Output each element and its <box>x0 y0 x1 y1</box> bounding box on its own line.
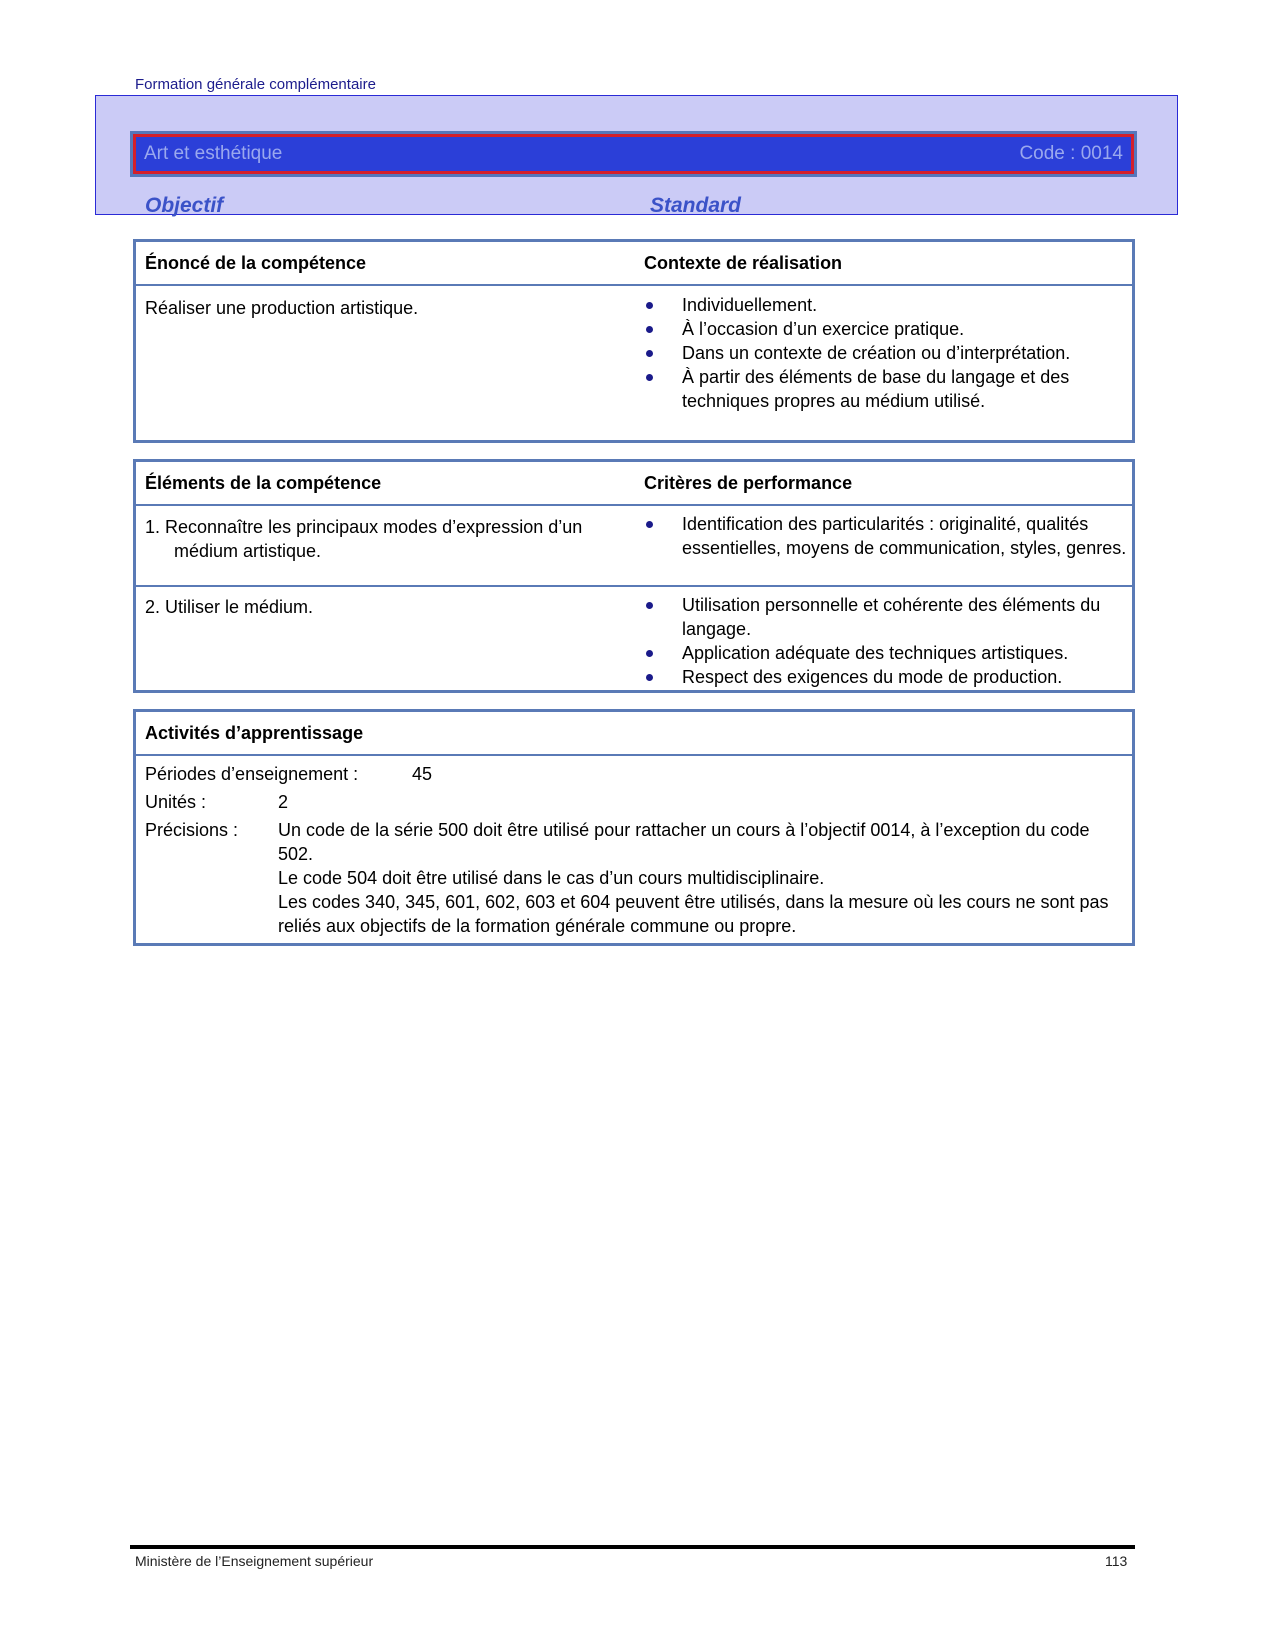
criteres-2-cell <box>644 593 1128 689</box>
enonce-header: Énoncé de la compétence <box>145 253 367 273</box>
unites-label: Unités : <box>145 792 207 812</box>
elements-table <box>133 459 1135 693</box>
standard-heading: Standard <box>650 194 742 217</box>
enonce-text: Réaliser une production artistique. <box>145 298 419 318</box>
list-item: À partir des éléments de base du langage et des techniques propres au médium utilisé. <box>644 365 1128 413</box>
criteres-header: Critères de performance <box>644 473 853 493</box>
criteres-list-2 <box>644 593 1128 689</box>
element-1: 1. Reconnaître les principaux modes d’expression d’un médium artistique. <box>145 517 583 561</box>
periodes-label: Périodes d’enseignement : <box>145 764 359 784</box>
precisions-text <box>278 818 1123 938</box>
precisions-label: Précisions : <box>145 820 239 840</box>
elements-header: Éléments de la compétence <box>145 473 382 493</box>
activites-header: Activités d’apprentissage <box>145 723 364 743</box>
precision-line: Le code 504 doit être utilisé dans le cas d’un cours multidisciplinaire. <box>278 868 825 888</box>
precision-line: Les codes 340, 345, 601, 602, 603 et 604 peuvent être utilisés, dans la mesure où les cours ne sont pas reliés aux objectifs de la formation générale commune ou propre. <box>278 892 1109 936</box>
element-2: 2. Utiliser le médium. <box>145 597 314 617</box>
list-item: Respect des exigences du mode de production. <box>644 665 1128 689</box>
footer-ministry: Ministère de l’Enseignement supérieur <box>135 1553 374 1569</box>
list-item: Identification des particularités : originalité, qualités essentielles, moyens de communication, styles, genres. <box>644 512 1128 560</box>
activites-table <box>133 709 1135 946</box>
list-item: Utilisation personnelle et cohérente des éléments du langage. <box>644 593 1128 641</box>
section-label: Formation générale complémentaire <box>135 76 376 93</box>
precision-line: Un code de la série 500 doit être utilisé pour rattacher un cours à l’objectif 0014, à l’exception du code 502. <box>278 820 1090 864</box>
contexte-list-cell <box>644 293 1128 413</box>
list-item: À l’occasion d’un exercice pratique. <box>644 317 1128 341</box>
code-label: Code : <box>1019 143 1076 164</box>
title-bar <box>133 134 1134 174</box>
list-item: Individuellement. <box>644 293 1128 317</box>
contexte-header: Contexte de réalisation <box>644 253 843 273</box>
page-number: 113 <box>1105 1553 1128 1569</box>
activites-header-row <box>136 712 1132 756</box>
program-title: Art et esthétique <box>144 143 283 164</box>
objectif-heading: Objectif <box>145 194 224 217</box>
periodes-value: 45 <box>412 764 433 784</box>
unites-value: 2 <box>278 792 289 812</box>
code-value: 0014 <box>1080 143 1123 164</box>
list-item: Application adéquate des techniques artistiques. <box>644 641 1128 665</box>
contexte-list <box>644 293 1128 413</box>
criteres-list-1 <box>644 512 1128 560</box>
competence-table <box>133 239 1135 443</box>
code-group <box>1019 143 1123 165</box>
competence-table-header <box>136 242 1132 286</box>
footer-rule <box>130 1545 1135 1549</box>
row-divider <box>136 585 1132 587</box>
list-item: Dans un contexte de création ou d’interprétation. <box>644 341 1128 365</box>
criteres-1-cell <box>644 512 1128 560</box>
elements-table-header <box>136 462 1132 506</box>
